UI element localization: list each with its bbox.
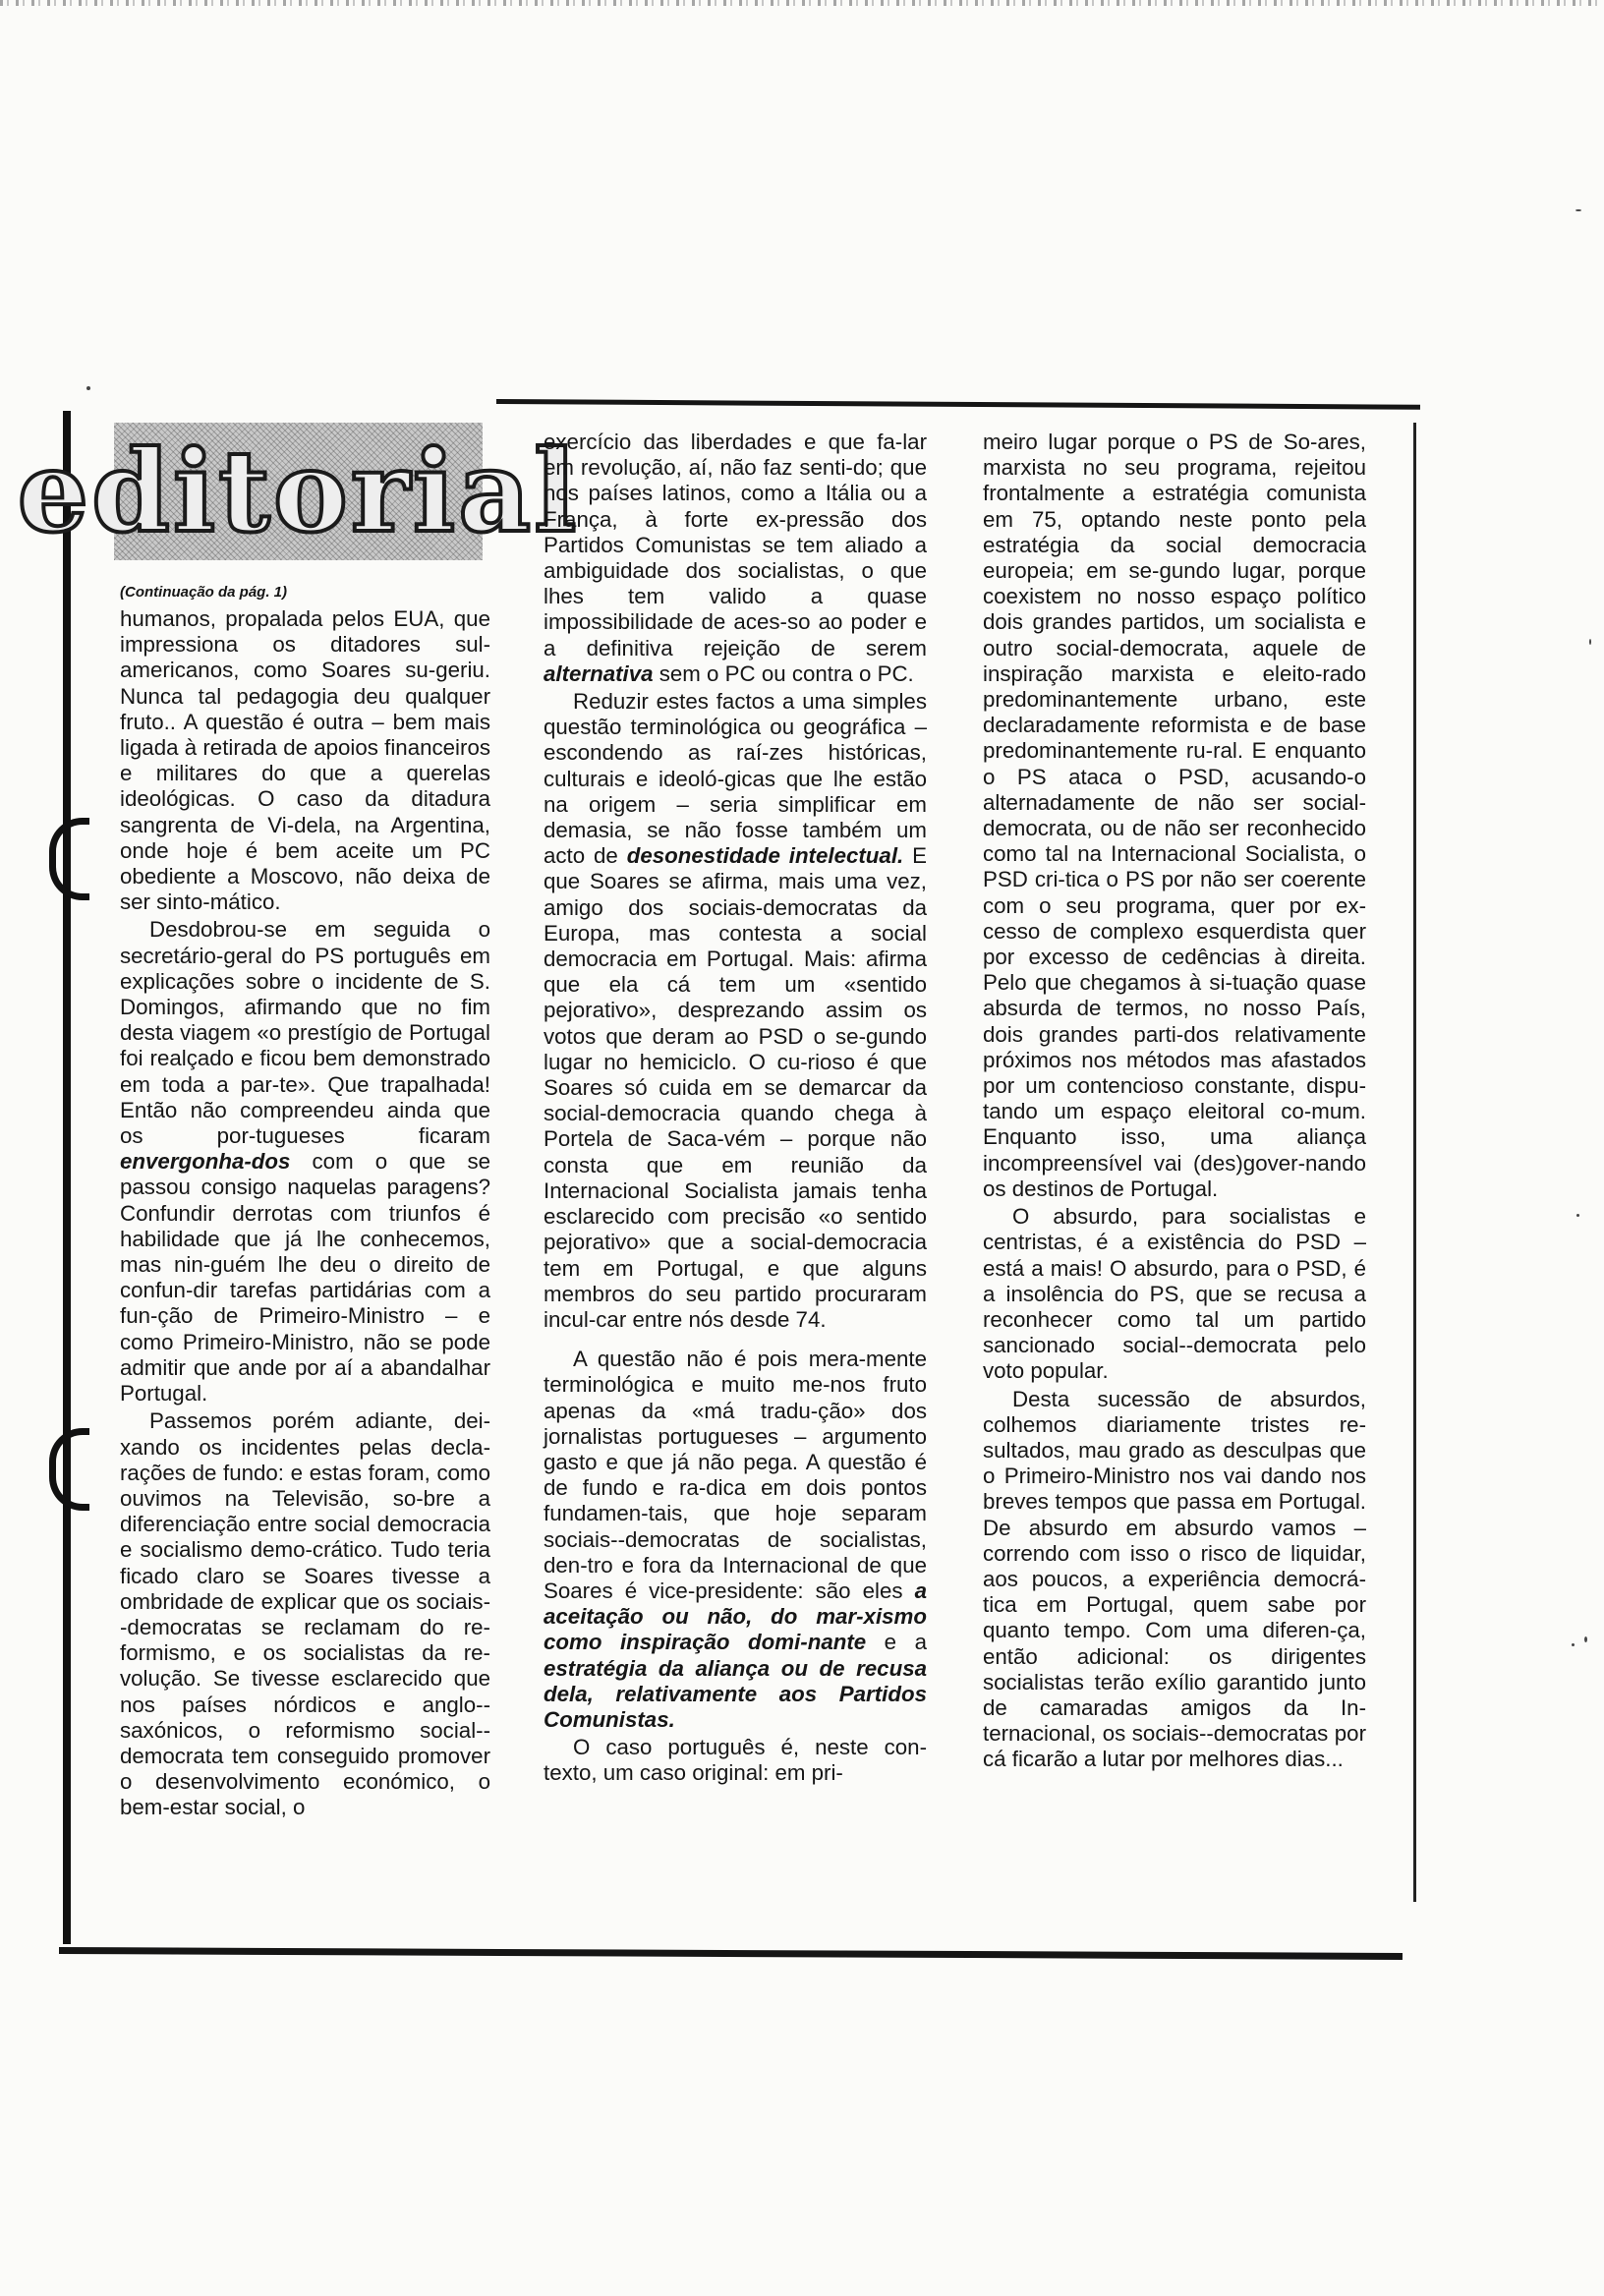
emphasized-text: a aceitação ou não, do mar-xismo como inspiração domi-nante [544, 1578, 927, 1655]
paragraph-text: e a [866, 1630, 927, 1655]
paragraph-text: humanos, propalada pelos EUA, que impressiona os ditadores sul-americanos, como Soares su-geriu. Nunca tal pedagogia deu qualquer fruto.. A questão é outra – bem mais ligada à retirada de apoios financeiros e militares do que a querelas ideológicas. O caso da ditadura sangrenta de Vi-dela, na Argentina, onde hoje é bem aceite um PC obediente a Moscovo, não deixa de ser sinto-mático. [120, 606, 490, 915]
article-paragraph [983, 1204, 1366, 1384]
paragraph-text: O caso português é, neste con-texto, um caso original: em pri- [544, 1735, 927, 1786]
article-paragraph [544, 689, 927, 1333]
article-paragraph [544, 430, 927, 687]
scan-speck [1572, 1643, 1575, 1646]
article-paragraph [544, 1347, 927, 1733]
paragraph-text: Passemos porém adiante, dei-xando os incidentes pelas decla-rações de fundo: e estas foram, como ouvimos na Televisão, so-bre a diferenciação entre social democracia e socialismo demo-crático. Tudo teria ficado claro se Soares tivesse a ombridade de explicar que os sociais--democratas se reclamam do re-formismo, e os socialistas da re-volução. Se tivesse esclarecido que nos países nórdicos e anglo--saxónicos, o reformismo social--democrata tem conseguido promover o desenvolvimento económico, o bem-estar social, o [120, 1408, 490, 1820]
top-rule [496, 399, 1420, 410]
left-bracket-mark [49, 1428, 89, 1511]
continuation-note: (Continuação da pág. 1) [120, 584, 288, 601]
paragraph-text: Desta sucessão de absurdos, colhemos diariamente tristes re-sultados, mau grado as desculpas que o Primeiro-Ministro nos vai dando nos breves tempos que passa em Portugal. De absurdo em absurdo vamos – correndo com isso o risco de liquidar, aos poucos, a experiência democrá-tica em Portugal, quem sabe por quanto tempo. Com uma diferen-ça, então adicional: os dirigentes socialistas terão exílio garantido junto de camaradas amigos da In-ternacional, os sociais--democratas por cá ficarão a lutar por melhores dias... [983, 1386, 1366, 1772]
article-column-2 [544, 430, 927, 1948]
paragraph-text: meiro lugar porque o PS de So-ares, marxista no seu programa, rejeitou frontalmente a estratégia comunista em 75, optando neste ponto pela estratégia da social democracia europeia; em se-gundo lugar, porque coexistem no nosso espaço político dois grandes partidos, um socialista e outro social-democrata, aquele de inspiração marxista e eleito-rado predominantemente urbano, este declaradamente reformista e de base predominantemente ru-ral. E enquanto o PS ataca o PSD, acusando-o alternadamente de não ser social-democrata, ou de não ser reconhecido como tal na Internacional Socialista, o PSD cri-tica o PS por não ser coerente com o seu programa, quer por ex-cesso de complexo esquerdista quer por excesso de cedências à direita. Pelo que chegamos à si-tuação quase absurda de termos, no nosso País, dois grandes parti-dos relativamente próximos nos métodos mas afastados por um contencioso constante, dispu-tando um espaço eleitoral co-mum. Enquanto isso, uma aliança incompreensível vai (des)gover-nando os destinos de Portugal. [983, 430, 1366, 1201]
paragraph-text: Reduzir estes factos a uma simples questão terminológica ou geográfica – escondendo as raí-zes históricas, culturais e ideoló-gicas que lhe estão na origem – seria simplificar em demasia, se não fosse também um acto de [544, 689, 927, 869]
article-paragraph [120, 606, 490, 915]
emphasized-text: desonestidade intelectual. [626, 843, 904, 869]
editorial-logo [17, 423, 580, 560]
article-paragraph [120, 917, 490, 1406]
scan-speck [86, 386, 90, 390]
paragraph-text: exercício das liberdades e que fa-lar em revolução, aí, não faz senti-do; que nos países latinos, como a Itália ou a França, à forte ex-pressão dos Partidos Comunistas se tem aliado a ambiguidade dos socialistas, o que lhes tem valido a quase impossibilidade de aces-so ao poder e a definitiva rejeição de serem [544, 430, 927, 660]
paragraph-text: A questão não é pois mera-mente terminológica e muito me-nos fruto apenas da «má tradu-ção» dos jornalistas portugueses – argumento gasto e que já não pega. A questão é de fundo e ra-dica em dois pontos fundamen-tais, que hoje separam sociais--democratas de socialistas, den-tro e fora da Internacional de que Soares é vice-presidente: são eles [544, 1347, 927, 1603]
scan-speck [1575, 209, 1581, 211]
scan-speck [1576, 1214, 1579, 1217]
article-paragraph [120, 1408, 490, 1820]
paragraph-text: O absurdo, para socialistas e centristas, é a existência do PSD – está a mais! O absurdo, para o PSD, é a insolência do PS, que se recusa a reconhecer como tal um partido sancionado social--democrata pelo voto popular. [983, 1204, 1366, 1384]
scan-edge-noise [0, 0, 1604, 6]
emphasized-text: alternativa [544, 660, 654, 686]
article-paragraph [983, 430, 1366, 1202]
scan-speck [1589, 639, 1591, 645]
left-bracket-mark [49, 818, 89, 900]
editorial-logo-text: editorial [17, 426, 580, 557]
left-border-bar [63, 411, 71, 1944]
paragraph-text: sem o PC ou contra o PC. [653, 660, 914, 686]
article-column-1 [120, 606, 490, 1953]
right-border-line [1413, 423, 1416, 1902]
paragraph-text: Desdobrou-se em seguida o secretário-geral do PS português em explicações sobre o incidente de S. Domingos, afirmando que no fim desta viagem «o prestígio de Portugal foi realçado e ficou bem demonstrado em toda a par-te». Que trapalhada! Então não compreendeu ainda que os por-tugueses ficaram [120, 917, 490, 1149]
article-paragraph [544, 1735, 927, 1786]
emphasized-text: estratégia da aliança ou de recusa dela, relativamente aos Partidos Comunistas. [544, 1655, 927, 1732]
paragraph-text: E que Soares se afirma, mais uma vez, amigo dos sociais-democratas da Europa, mas contesta a social democracia em Portugal. Mais: afirma que ela cá tem um «sentido pejorativo», desprezando assim os votos que deram ao PSD o se-gundo lugar no hemiciclo. O cu-rioso é que Soares só cuida em se demarcar da social-democracia quando chega à Portela de Saca-vém – porque não consta que em reunião da Internacional Socialista jamais tenha esclarecido com precisão «o sentido pejorativo» que a social-democracia tem em Portugal, e que alguns membros do seu partido procuraram incul-car entre nós desde 74. [544, 843, 927, 1332]
article-paragraph [983, 1387, 1366, 1773]
emphasized-text: envergonha-dos [120, 1149, 291, 1175]
article-column-3 [983, 430, 1366, 1948]
scan-speck [1584, 1636, 1587, 1642]
paragraph-text: com o que se passou consigo naquelas paragens? Confundir derrotas com triunfos é habilidade que já lhe conhecemos, mas nin-guém lhe deu o direito de confun-dir tarefas partidárias com a fun-ção de Primeiro-Ministro – e como Primeiro-Ministro, não se pode admitir que ande por aí a abandalhar Portugal. [120, 1149, 490, 1406]
